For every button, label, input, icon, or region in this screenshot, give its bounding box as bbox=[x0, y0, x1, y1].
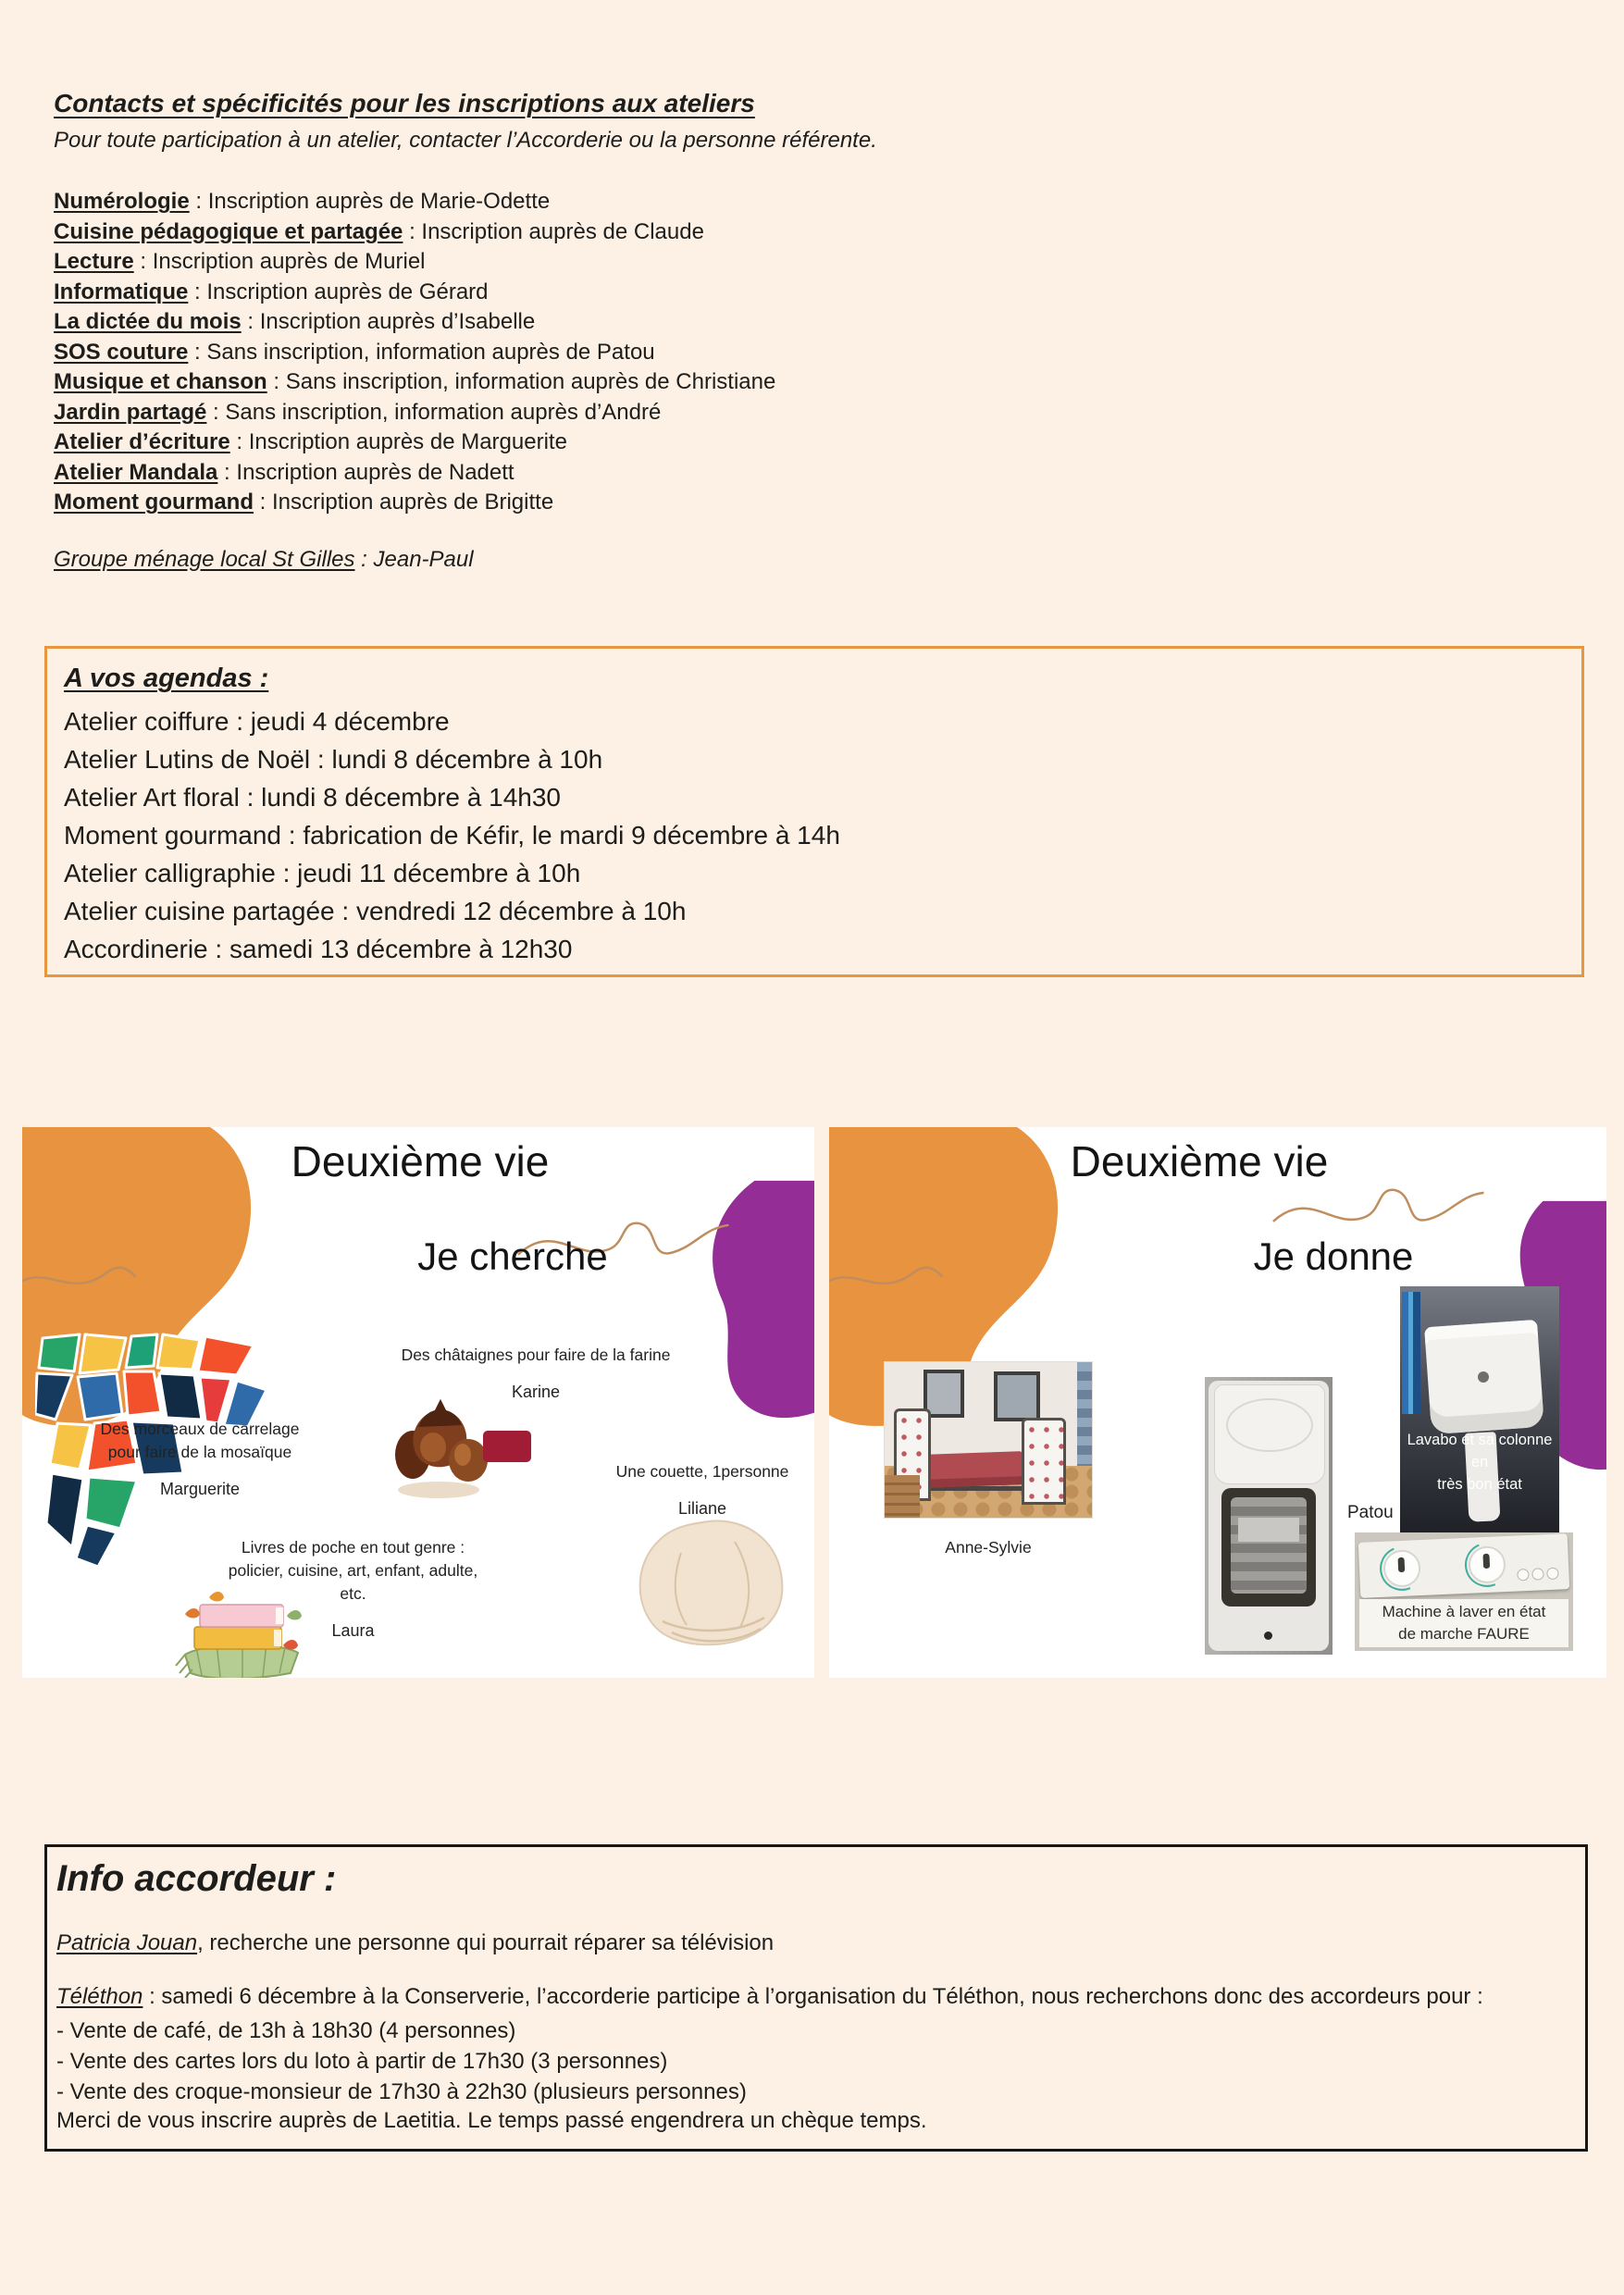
bed-mattress bbox=[924, 1451, 1023, 1488]
panel-je-donne bbox=[829, 1127, 1606, 1678]
picture-frame bbox=[994, 1371, 1040, 1421]
squiggle-title bbox=[1273, 1190, 1484, 1222]
duvet-caption: Une couette, 1personne Liliane bbox=[587, 1460, 814, 1520]
wood-bench bbox=[885, 1475, 920, 1518]
info-line-telethon: Téléthon : samedi 6 décembre à la Conserverie, l’accorderie participe à l’organisation du Téléthon, nous recherchons donc des accordeurs pour : bbox=[56, 1984, 1483, 2009]
washer-lid-detail bbox=[1226, 1398, 1313, 1452]
contact-item: Jardin partagé : Sans inscription, information auprès d’André bbox=[54, 399, 662, 425]
agenda-item: Moment gourmand : fabrication de Kéfir, le mardi 9 décembre à 14h bbox=[64, 821, 840, 850]
giver-name: Patou bbox=[1347, 1503, 1394, 1522]
giver-name: Marguerite bbox=[159, 1480, 241, 1498]
washer-dial bbox=[1468, 1545, 1506, 1584]
info-bullet: - Vente de café, de 13h à 18h30 (4 personnes) bbox=[56, 2018, 516, 2043]
faure-caption: Machine à laver en état de marche FAURE bbox=[1359, 1599, 1568, 1647]
giver-name: Liliane bbox=[677, 1499, 727, 1518]
bed-footboard bbox=[1022, 1418, 1066, 1505]
giver-name: Anne-Sylvie bbox=[945, 1538, 1032, 1557]
washing-machine-photo bbox=[1205, 1377, 1333, 1655]
sink-photo bbox=[1400, 1286, 1559, 1532]
washer-drum-flap bbox=[1238, 1518, 1299, 1542]
contact-item: Numérologie : Inscription auprès de Marie-Odette bbox=[54, 189, 551, 214]
bed-caption bbox=[914, 1536, 1062, 1559]
info-title: Info accordeur : bbox=[56, 1858, 337, 1899]
contact-item: Lecture : Inscription auprès de Muriel bbox=[54, 249, 426, 274]
agenda-item: Atelier Lutins de Noël : lundi 8 décembre à 10h bbox=[64, 745, 603, 774]
contact-item: Atelier d’écriture : Inscription auprès de Marguerite bbox=[54, 429, 567, 454]
washer-detail bbox=[1264, 1631, 1272, 1640]
contacts-title: Contacts et spécificités pour les inscriptions aux ateliers bbox=[54, 89, 755, 118]
info-bullet: - Vente des croque-monsieur de 17h30 à 22h30 (plusieurs personnes) bbox=[56, 2079, 747, 2104]
washer-button bbox=[1517, 1569, 1530, 1582]
duvet-illustration bbox=[626, 1516, 792, 1656]
panel-je-cherche bbox=[22, 1127, 814, 1678]
giver-name: Laura bbox=[331, 1621, 375, 1640]
contacts-footnote: Groupe ménage local St Gilles : Jean-Paul bbox=[54, 546, 474, 572]
sink-caption: Lavabo et sa colonne en très bon état bbox=[1407, 1432, 1553, 1493]
contact-item: Cuisine pédagogique et partagée : Inscription auprès de Claude bbox=[54, 218, 704, 244]
blue-books bbox=[1402, 1292, 1420, 1414]
giver-name: Karine bbox=[511, 1383, 561, 1401]
washer-button bbox=[1531, 1568, 1544, 1581]
mosaic-caption: Des morceaux de carrelage pour faire de la mosaïque Marguerite bbox=[70, 1418, 329, 1501]
purple-blob bbox=[713, 1181, 814, 1418]
washer-drum bbox=[1231, 1497, 1307, 1594]
window bbox=[1077, 1362, 1092, 1473]
agenda-box bbox=[44, 646, 1584, 977]
contact-item: Musique et chanson : Sans inscription, information auprès de Christiane bbox=[54, 369, 776, 394]
agenda-list bbox=[64, 702, 1572, 968]
contacts-subtitle: Pour toute participation à un atelier, contacter l’Accorderie ou la personne référente. bbox=[54, 128, 877, 153]
agenda-item: Atelier coiffure : jeudi 4 décembre bbox=[64, 707, 450, 736]
info-bullet: - Vente des cartes lors du loto à partir de 17h30 (3 personnes) bbox=[56, 2049, 668, 2074]
agenda-item: Accordinerie : samedi 13 décembre à 12h30 bbox=[64, 935, 573, 963]
contacts-list bbox=[54, 187, 1534, 518]
info-closing: Merci de vous inscrire auprès de Laetitia. Le temps passé engendrera un chèque temps. bbox=[56, 2108, 927, 2133]
faure-machine-photo bbox=[1355, 1532, 1573, 1651]
contact-item: La dictée du mois : Inscription auprès d’Isabelle bbox=[54, 309, 536, 334]
agenda-title: A vos agendas : bbox=[64, 664, 269, 693]
agenda-item: Atelier Art floral : lundi 8 décembre à 14h30 bbox=[64, 783, 561, 812]
bed-photo bbox=[885, 1362, 1092, 1518]
sink-giver bbox=[1347, 1501, 1431, 1524]
panel-subtitle: Je cherche bbox=[417, 1234, 608, 1278]
books-caption: Livres de poche en tout genre : policier, cuisine, art, enfant, adulte, etc. Laura bbox=[221, 1536, 485, 1643]
washer-dial bbox=[1382, 1549, 1421, 1588]
contact-item: Atelier Mandala : Inscription auprès de Nadett bbox=[54, 459, 514, 485]
sink-drain bbox=[1478, 1371, 1489, 1383]
chestnuts-illustration bbox=[392, 1390, 540, 1501]
panel-subtitle: Je donne bbox=[1253, 1234, 1414, 1278]
chestnuts-caption: Des châtaignes pour faire de la farine Karine bbox=[388, 1344, 684, 1404]
contact-item: Moment gourmand : Inscription auprès de Brigitte bbox=[54, 490, 554, 515]
agenda-item: Atelier calligraphie : jeudi 11 décembre à 10h bbox=[64, 859, 581, 887]
agenda-item: Atelier cuisine partagée : vendredi 12 décembre à 10h bbox=[64, 897, 687, 925]
info-line-patricia: Patricia Jouan, recherche une personne qui pourrait réparer sa télévision bbox=[56, 1930, 775, 1955]
panel-title: Deuxième vie bbox=[1070, 1137, 1329, 1185]
contact-item: SOS couture : Sans inscription, information auprès de Patou bbox=[54, 339, 655, 365]
books-illustration bbox=[168, 1588, 315, 1678]
washer-button bbox=[1546, 1568, 1559, 1581]
contacts-section bbox=[54, 89, 1534, 573]
info-accordeur-box bbox=[44, 1844, 1588, 2152]
panel-title: Deuxième vie bbox=[291, 1137, 550, 1185]
contact-item: Informatique : Inscription auprès de Gérard bbox=[54, 279, 489, 304]
faure-control-panel bbox=[1358, 1533, 1569, 1598]
washer-lid bbox=[1214, 1384, 1325, 1484]
